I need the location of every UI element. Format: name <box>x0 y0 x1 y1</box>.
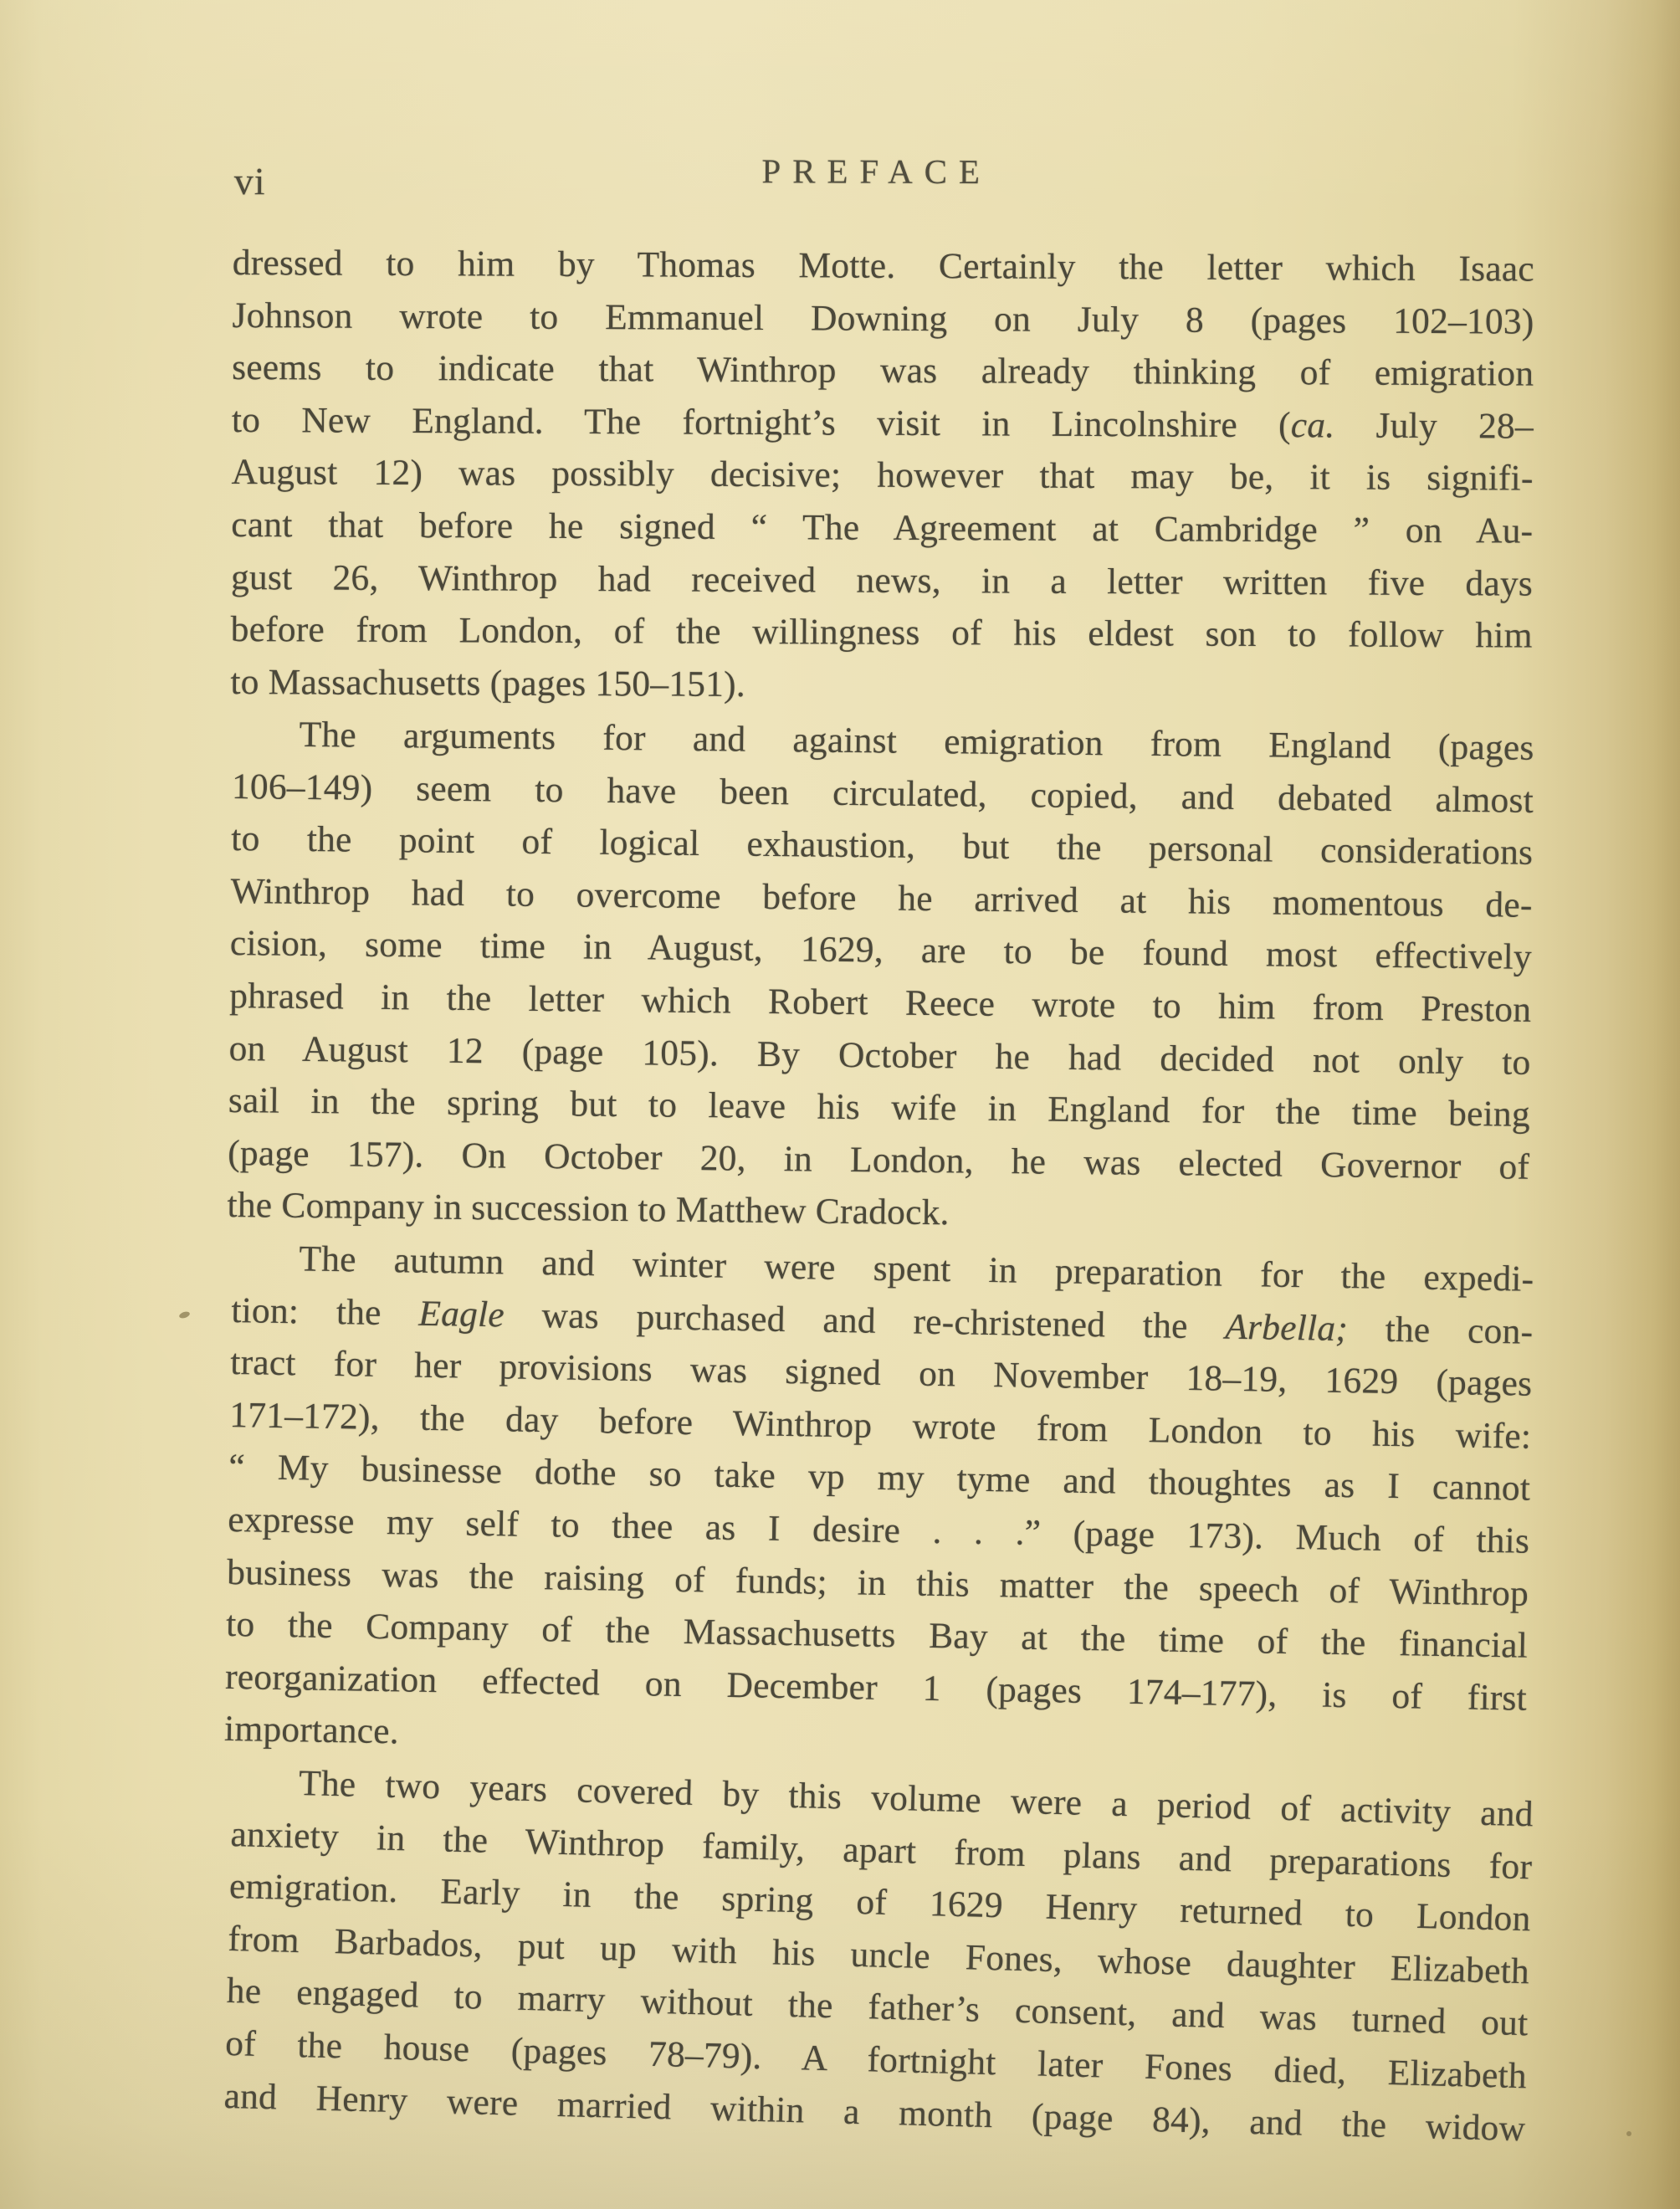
text-segment: before from London, of the willingness of his eldest son to follow him <box>230 609 1533 656</box>
paragraph <box>227 708 1534 1246</box>
text-segment: on August 12 (page 105). By October he had decided not only to <box>228 1028 1531 1083</box>
text-segment: to New England. The fortnight’s visit in Lincolnshire ( <box>231 399 1291 445</box>
text-line <box>231 499 1533 557</box>
text-segment: was purchased and re-christened the <box>504 1294 1226 1347</box>
text-segment: sail in the spring but to leave his wife in England for the time being <box>228 1080 1531 1135</box>
italic-text: Arbella; <box>1224 1306 1349 1349</box>
text-segment: The two years covered by this volume were a period of activity and <box>298 1763 1534 1835</box>
text-line <box>232 290 1534 348</box>
page-speck <box>1626 2131 1631 2136</box>
text-segment: gust 26, Winthrop had received news, in a letter written five days <box>230 556 1534 604</box>
text-segment: “ My businesse dothe so take vp my tyme and thoughtes as I cannot <box>228 1447 1531 1509</box>
text-segment: phrased in the letter which Robert Reece wrote to him from Preston <box>229 976 1532 1031</box>
text-segment: July 28– <box>1334 405 1534 447</box>
body-text <box>223 237 1534 2150</box>
text-line <box>231 446 1533 505</box>
text-line <box>231 603 1533 662</box>
text-segment: tract for her provisions was signed on November 18–19, 1629 (pages <box>230 1342 1533 1405</box>
text-segment: anxiety in the Winthrop family, apart from plans and preparations for <box>230 1813 1533 1888</box>
italic-text: ca. <box>1290 404 1335 446</box>
text-segment: emigration. Early in the spring of 1629 Henry returned to London <box>228 1866 1532 1940</box>
page-number: vi <box>233 160 266 203</box>
text-segment: dressed to him by Thomas Motte. Certainly the letter which Isaac <box>232 242 1534 290</box>
text-segment: and Henry were married within a month (page 84), and the widow <box>223 2075 1526 2150</box>
text-segment: to the point of logical exhaustion, but the personal considerations <box>231 818 1534 874</box>
text-line <box>231 551 1533 610</box>
text-segment: the con- <box>1347 1308 1534 1352</box>
text-segment: The autumn and winter were spent in preparation for the expedi- <box>299 1238 1534 1300</box>
text-segment: of the house (pages 78–79). A fortnight later Fones died, Elizabeth <box>224 2023 1528 2097</box>
text-segment: 106–149) seem to have been circulated, copied, and debated almost <box>231 766 1534 821</box>
text-segment: 171–172), the day before Winthrop wrote from London to his wife: <box>228 1395 1532 1457</box>
text-segment: to the Company of the Massachusetts Bay at the time of the financial <box>225 1604 1529 1667</box>
text-segment: The arguments for and against emigration from England (pages <box>299 715 1534 769</box>
page-header <box>233 149 1534 203</box>
text-segment: reorganization effected on December 1 (pages 174–177), is of first <box>224 1656 1528 1719</box>
text-segment: cision, some time in August, 1629, are to be found most effectively <box>229 923 1533 978</box>
text-line <box>232 341 1534 400</box>
text-segment: August 12) was possibly decisive; however that may be, it is signifi- <box>231 452 1534 499</box>
text-segment: expresse my self to thee as I desire . . .” (page 173). Much of this <box>227 1499 1530 1561</box>
text-line <box>233 237 1534 295</box>
text-segment: business was the raising of funds; in this matter the speech of Winthrop <box>226 1551 1529 1614</box>
text-segment: tion: the <box>231 1289 419 1334</box>
text-line <box>232 394 1534 453</box>
running-head-title: PREFACE <box>761 151 992 192</box>
text-segment: Johnson wrote to Emmanuel Downing on July 8 (pages 102–103) <box>232 295 1534 342</box>
text-segment: he engaged to marry without the father’s consent, and was turned out <box>226 1971 1529 2044</box>
text-segment: from Barbados, put up with his uncle Fones, whose daughter Elizabeth <box>227 1918 1530 1992</box>
text-segment: (page 157). On October 20, in London, he was elected Governor of <box>227 1133 1530 1187</box>
text-segment: cant that before he signed “ The Agreement at Cambridge ” on Au- <box>231 504 1534 551</box>
text-segment: Winthrop had to overcome before he arrived at his momentous de- <box>230 871 1533 925</box>
paragraph <box>223 1755 1534 2155</box>
text-line <box>230 656 1532 715</box>
paragraph <box>230 237 1534 715</box>
paragraph <box>224 1232 1534 1777</box>
text-segment: the Company in succession to Matthew Cradock. <box>227 1185 950 1233</box>
italic-text: Eagle <box>418 1293 505 1335</box>
text-segment: to Massachusetts (pages 150–151). <box>230 661 746 705</box>
text-segment: importance. <box>223 1709 400 1753</box>
text-segment: seems to indicate that Winthrop was already thinking of emigration <box>232 347 1534 394</box>
